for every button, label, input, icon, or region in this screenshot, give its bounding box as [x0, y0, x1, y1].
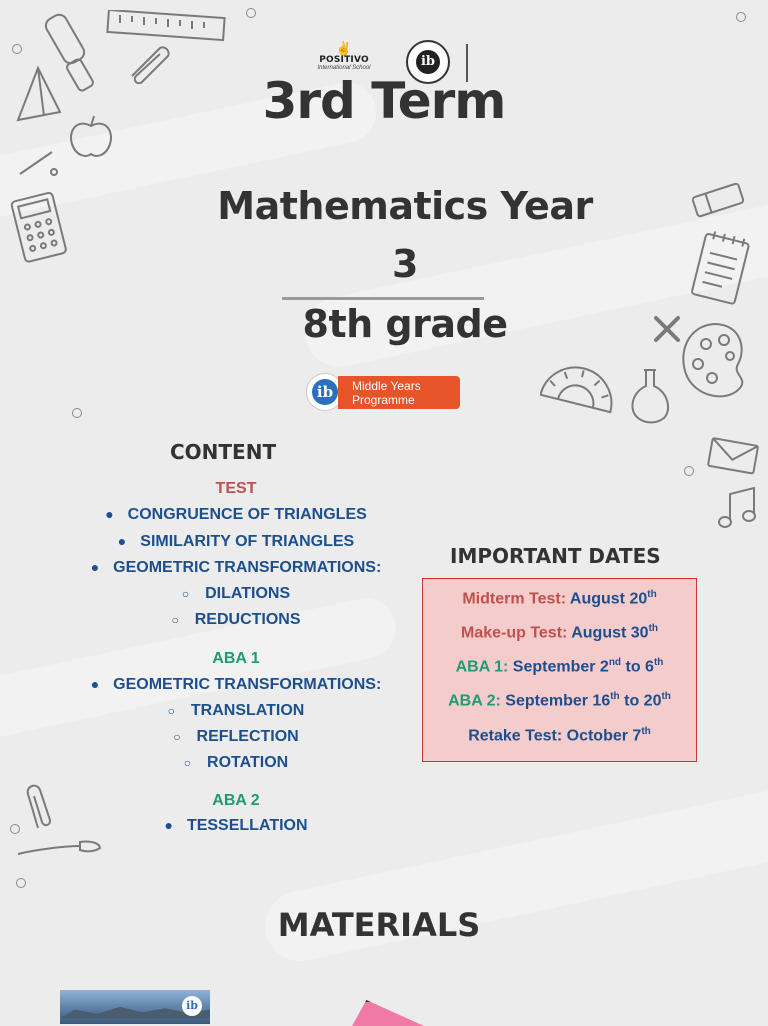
list-item-text: DILATIONS	[205, 585, 291, 602]
sub-list-item	[0, 728, 472, 746]
materials-thumbnail	[60, 990, 210, 1024]
date-value: September 2	[512, 658, 609, 676]
decorative-dot	[72, 408, 82, 418]
circle-bullet-icon: ○	[171, 613, 179, 627]
bullet-icon: ●	[164, 817, 173, 833]
circle-bullet-icon: ○	[173, 730, 181, 744]
title-divider	[282, 297, 484, 300]
decorative-dot	[12, 44, 22, 54]
decorative-dot	[684, 466, 694, 476]
myp-logo-banner	[338, 376, 460, 409]
date-value: August 20	[569, 590, 648, 608]
section-title-test: TEST	[215, 480, 257, 497]
positivo-name: POSITIVO	[319, 55, 369, 65]
materials-heading: MATERIALS	[277, 906, 481, 944]
ib-seal-mark: ib	[416, 50, 440, 74]
bullet-icon: ●	[90, 559, 100, 575]
date-suffix: th	[661, 691, 671, 702]
positivo-subtitle: International School	[317, 65, 371, 71]
bullet-icon: ●	[117, 533, 127, 549]
subject-title: Mathematics Year	[217, 184, 593, 228]
list-item-text: TRANSLATION	[190, 702, 305, 719]
date-aba2	[423, 691, 696, 710]
list-item-text: SIMILARITY OF TRIANGLES	[140, 533, 355, 550]
date-suffix: nd	[608, 657, 622, 668]
list-item-text: ROTATION	[207, 754, 289, 771]
list-item-text: CONGRUENCE OF TRIANGLES	[127, 506, 367, 523]
myp-logo-mark: ib	[312, 379, 338, 405]
sub-list-item	[0, 611, 472, 629]
date-suffix: th	[653, 657, 664, 668]
music-note-icon	[716, 484, 762, 532]
dates-box	[422, 578, 697, 762]
date-value: to 6	[625, 658, 654, 676]
date-value: Retake Test: October 7	[468, 727, 642, 745]
page-title: 3rd Term	[262, 72, 506, 130]
book-illustration	[352, 1000, 424, 1026]
date-value: September 16	[505, 692, 611, 710]
decorative-dot	[246, 8, 256, 18]
dates-heading: IMPORTANT DATES	[450, 544, 661, 568]
date-value: to 20	[624, 692, 662, 710]
section-title-aba1: ABA 1	[212, 650, 260, 667]
myp-line2: Programme	[352, 393, 415, 407]
list-item-text: REFLECTION	[196, 728, 299, 745]
list-item	[0, 506, 472, 524]
date-label: ABA 1:	[455, 658, 509, 676]
myp-line1: Middle Years	[352, 379, 421, 393]
list-item	[0, 676, 472, 694]
date-suffix: th	[647, 589, 657, 600]
list-item-text: GEOMETRIC TRANSFORMATIONS:	[113, 676, 382, 693]
circle-bullet-icon: ○	[183, 756, 192, 770]
bullet-icon: ●	[90, 676, 100, 692]
envelope-icon	[706, 434, 762, 478]
sub-list-item	[0, 585, 472, 603]
flask-icon	[624, 366, 676, 426]
date-label: ABA 2:	[448, 692, 501, 710]
date-suffix: th	[648, 623, 659, 634]
sub-list-item	[0, 702, 472, 720]
circle-bullet-icon: ○	[167, 704, 175, 718]
bullet-icon: ●	[105, 506, 114, 522]
decorative-dot	[16, 878, 26, 888]
content-heading: CONTENT	[170, 440, 277, 464]
date-label: Midterm Test:	[462, 590, 567, 608]
paintbrush-icon	[14, 832, 104, 862]
circle-bullet-icon: ○	[181, 587, 190, 601]
positivo-logo	[314, 42, 374, 71]
decorative-dot	[736, 12, 746, 22]
grade-title: 8th grade	[302, 302, 508, 346]
date-makeup	[423, 623, 696, 642]
ib-badge-icon: ib	[182, 996, 202, 1016]
date-suffix: th	[610, 691, 620, 702]
list-item-text: GEOMETRIC TRANSFORMATIONS:	[113, 559, 382, 576]
date-label: Make-up Test:	[460, 624, 568, 642]
sub-list-item	[0, 754, 472, 772]
ruler-icon	[106, 10, 228, 44]
date-retake	[423, 726, 696, 745]
date-value: August 30	[571, 624, 649, 642]
date-midterm	[423, 589, 696, 608]
list-item	[0, 817, 472, 835]
thumbs-up-icon: ✌	[335, 41, 353, 56]
section-title-aba2: ABA 2	[212, 792, 260, 809]
list-item	[0, 533, 472, 551]
subject-year: 3	[392, 242, 418, 286]
list-item-text: TESSELLATION	[186, 817, 308, 834]
date-suffix: th	[641, 726, 651, 737]
date-aba1	[423, 657, 696, 676]
list-item	[0, 559, 472, 577]
protractor-icon	[540, 354, 620, 416]
myp-logo	[306, 372, 460, 412]
list-item-text: REDUCTIONS	[194, 611, 301, 628]
pencil-icon	[16, 148, 60, 178]
